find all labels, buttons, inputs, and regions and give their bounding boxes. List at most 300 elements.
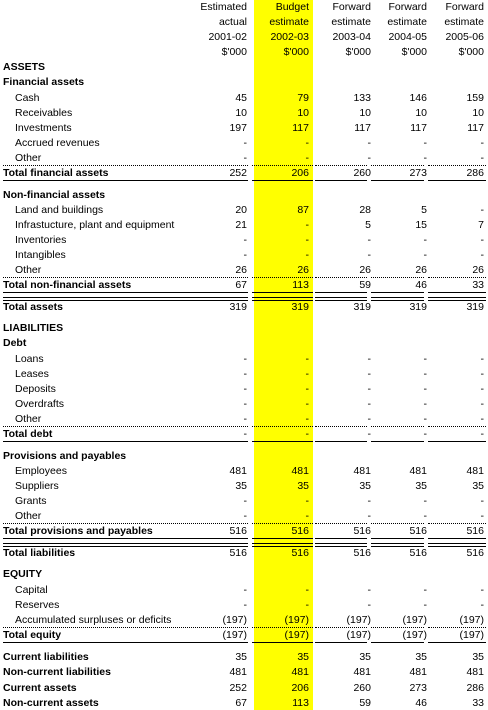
row-label: Other bbox=[15, 413, 42, 425]
value-cell: 35 bbox=[235, 480, 247, 492]
value-cell: - bbox=[480, 204, 484, 216]
value-cell: 206 bbox=[291, 682, 309, 694]
value-cell: - bbox=[367, 413, 371, 425]
value-cell: - bbox=[423, 368, 427, 380]
value-cell: 481 bbox=[466, 465, 484, 477]
row-label: Suppliers bbox=[15, 480, 59, 492]
value-cell: - bbox=[423, 413, 427, 425]
value-cell: 79 bbox=[297, 92, 309, 104]
row-rule bbox=[371, 297, 424, 301]
value-cell: 7 bbox=[478, 219, 484, 231]
value-cell: - bbox=[305, 234, 309, 246]
value-cell: 45 bbox=[235, 92, 247, 104]
value-cell: 10 bbox=[359, 107, 371, 119]
value-cell: - bbox=[480, 152, 484, 164]
row-rule bbox=[371, 642, 424, 643]
table-row bbox=[0, 233, 488, 247]
value-cell: - bbox=[243, 137, 247, 149]
table-row bbox=[0, 583, 488, 597]
value-cell: 252 bbox=[229, 167, 247, 179]
column-header-line: 2002-03 bbox=[270, 31, 309, 43]
value-cell: 516 bbox=[466, 525, 484, 537]
row-label: Current liabilities bbox=[3, 651, 89, 663]
table-row bbox=[0, 567, 488, 581]
value-cell: - bbox=[305, 428, 309, 440]
column-header-line: actual bbox=[218, 16, 247, 28]
value-cell: 15 bbox=[415, 219, 427, 231]
value-cell: - bbox=[423, 510, 427, 522]
value-cell: 481 bbox=[353, 465, 371, 477]
row-label: Leases bbox=[15, 368, 49, 380]
value-cell: - bbox=[480, 249, 484, 261]
row-label: Land and buildings bbox=[15, 204, 104, 216]
row-label: Other bbox=[15, 264, 42, 276]
value-cell: - bbox=[305, 398, 309, 410]
row-rule bbox=[252, 180, 313, 181]
value-cell: 260 bbox=[353, 167, 371, 179]
value-cell: - bbox=[367, 599, 371, 611]
value-cell: - bbox=[243, 413, 247, 425]
row-label: Loans bbox=[15, 353, 44, 365]
value-cell: 319 bbox=[353, 301, 371, 313]
value-cell: 59 bbox=[359, 279, 371, 291]
value-cell: - bbox=[243, 368, 247, 380]
value-cell: 33 bbox=[472, 697, 484, 709]
value-cell: - bbox=[305, 368, 309, 380]
value-cell: 481 bbox=[353, 666, 371, 678]
value-cell: 481 bbox=[229, 465, 247, 477]
value-cell: - bbox=[367, 368, 371, 380]
table-row bbox=[0, 494, 488, 508]
value-cell: 273 bbox=[409, 167, 427, 179]
value-cell: 5 bbox=[421, 204, 427, 216]
table-row bbox=[0, 91, 488, 105]
row-rule bbox=[252, 292, 313, 293]
row-rule bbox=[252, 543, 313, 547]
value-cell: 481 bbox=[291, 666, 309, 678]
row-rule bbox=[371, 543, 424, 547]
value-cell: 26 bbox=[359, 264, 371, 276]
row-rule bbox=[315, 441, 367, 442]
row-label: Intangibles bbox=[15, 249, 66, 261]
value-cell: 273 bbox=[409, 682, 427, 694]
column-header-line: estimate bbox=[444, 16, 484, 28]
value-cell: 319 bbox=[409, 301, 427, 313]
row-label: Total equity bbox=[3, 629, 62, 641]
value-cell: 28 bbox=[359, 204, 371, 216]
value-cell: 252 bbox=[229, 682, 247, 694]
table-row bbox=[0, 650, 488, 664]
table-row bbox=[0, 203, 488, 217]
column-header-line: Forward bbox=[388, 1, 427, 13]
value-cell: 117 bbox=[410, 122, 427, 134]
row-rule bbox=[252, 642, 313, 643]
value-cell: 33 bbox=[472, 279, 484, 291]
row-rule bbox=[315, 543, 367, 547]
value-cell: (197) bbox=[222, 629, 247, 641]
row-label: Provisions and payables bbox=[3, 450, 127, 462]
row-label: Financial assets bbox=[3, 76, 85, 88]
value-cell: 5 bbox=[365, 219, 371, 231]
value-cell: 67 bbox=[235, 697, 247, 709]
value-cell: - bbox=[367, 510, 371, 522]
row-rule bbox=[3, 292, 248, 293]
column-header bbox=[426, 0, 484, 60]
column-header-line: 2004-05 bbox=[388, 31, 427, 43]
table-row bbox=[0, 509, 488, 523]
value-cell: - bbox=[480, 413, 484, 425]
value-cell: - bbox=[423, 495, 427, 507]
row-rule bbox=[315, 180, 367, 181]
value-cell: - bbox=[480, 428, 484, 440]
value-cell: - bbox=[423, 234, 427, 246]
value-cell: - bbox=[367, 584, 371, 596]
row-rule bbox=[371, 292, 424, 293]
column-header-line: estimate bbox=[387, 16, 427, 28]
value-cell: 10 bbox=[297, 107, 309, 119]
row-label: Current assets bbox=[3, 682, 77, 694]
value-cell: - bbox=[243, 383, 247, 395]
table-row bbox=[0, 263, 488, 277]
row-label: Total financial assets bbox=[3, 167, 109, 179]
value-cell: - bbox=[423, 137, 427, 149]
value-cell: 286 bbox=[466, 167, 484, 179]
value-cell: - bbox=[480, 234, 484, 246]
row-label: ASSETS bbox=[3, 61, 46, 73]
value-cell: 26 bbox=[415, 264, 427, 276]
column-header-line: $'000 bbox=[283, 46, 309, 58]
row-label: Capital bbox=[15, 584, 48, 596]
value-cell: 319 bbox=[229, 301, 247, 313]
row-rule bbox=[252, 538, 313, 539]
value-cell: 113 bbox=[292, 279, 309, 291]
column-header bbox=[189, 0, 247, 60]
value-cell: 117 bbox=[467, 122, 484, 134]
column-header bbox=[369, 0, 427, 60]
value-cell: - bbox=[423, 353, 427, 365]
value-cell: 516 bbox=[229, 547, 247, 559]
row-rule bbox=[252, 441, 313, 442]
column-header-line: 2001-02 bbox=[208, 31, 247, 43]
value-cell: 146 bbox=[409, 92, 427, 104]
value-cell: - bbox=[423, 398, 427, 410]
value-cell: - bbox=[243, 495, 247, 507]
value-cell: 10 bbox=[235, 107, 247, 119]
table-row bbox=[0, 151, 488, 165]
value-cell: 516 bbox=[353, 547, 371, 559]
row-label: Total debt bbox=[3, 428, 53, 440]
row-label: Other bbox=[15, 510, 42, 522]
column-header-line: $'000 bbox=[401, 46, 427, 58]
table-row bbox=[0, 106, 488, 120]
table-row bbox=[0, 75, 488, 89]
value-cell: 516 bbox=[291, 547, 309, 559]
value-cell: - bbox=[367, 137, 371, 149]
value-cell: 481 bbox=[409, 465, 427, 477]
value-cell: 113 bbox=[292, 697, 309, 709]
row-label: LIABILITIES bbox=[3, 322, 64, 334]
column-header-line: $'000 bbox=[458, 46, 484, 58]
value-cell: - bbox=[367, 249, 371, 261]
value-cell: 516 bbox=[291, 525, 309, 537]
table-row bbox=[0, 60, 488, 74]
column-header-line: estimate bbox=[331, 16, 371, 28]
value-cell: (197) bbox=[402, 629, 427, 641]
value-cell: 26 bbox=[297, 264, 309, 276]
row-rule bbox=[371, 538, 424, 539]
table-row bbox=[0, 121, 488, 135]
table-row bbox=[0, 278, 488, 292]
value-cell: 197 bbox=[229, 122, 247, 134]
table-row bbox=[0, 336, 488, 350]
value-cell: - bbox=[480, 398, 484, 410]
value-cell: 516 bbox=[353, 525, 371, 537]
value-cell: - bbox=[367, 495, 371, 507]
value-cell: 481 bbox=[291, 465, 309, 477]
row-label: Non-current liabilities bbox=[3, 666, 111, 678]
value-cell: 206 bbox=[291, 167, 309, 179]
column-header-line: 2005-06 bbox=[445, 31, 484, 43]
value-cell: 117 bbox=[292, 122, 309, 134]
row-label: Overdrafts bbox=[15, 398, 65, 410]
row-label: Infrastucture, plant and equipment bbox=[15, 219, 175, 231]
value-cell: (197) bbox=[284, 629, 309, 641]
column-header bbox=[251, 0, 309, 60]
row-rule bbox=[3, 642, 248, 643]
value-cell: - bbox=[367, 383, 371, 395]
value-cell: - bbox=[243, 234, 247, 246]
row-rule bbox=[315, 297, 367, 301]
row-label: Total assets bbox=[3, 301, 63, 313]
row-label: EQUITY bbox=[3, 568, 43, 580]
value-cell: 35 bbox=[472, 480, 484, 492]
row-label: Non-current assets bbox=[3, 697, 99, 709]
value-cell: 117 bbox=[354, 122, 371, 134]
table-row bbox=[0, 464, 488, 478]
value-cell: 133 bbox=[353, 92, 371, 104]
row-label: Receivables bbox=[15, 107, 73, 119]
value-cell: - bbox=[367, 428, 371, 440]
table-row bbox=[0, 696, 488, 710]
row-label: Accumulated surpluses or deficits bbox=[15, 614, 172, 626]
value-cell: 10 bbox=[415, 107, 427, 119]
table-row bbox=[0, 397, 488, 411]
value-cell: 481 bbox=[409, 666, 427, 678]
value-cell: - bbox=[423, 584, 427, 596]
row-rule bbox=[3, 441, 248, 442]
value-cell: 35 bbox=[359, 480, 371, 492]
row-rule bbox=[3, 180, 248, 181]
row-label: Total provisions and payables bbox=[3, 525, 153, 537]
value-cell: - bbox=[305, 510, 309, 522]
row-rule bbox=[315, 642, 367, 643]
row-label: Accrued revenues bbox=[15, 137, 100, 149]
row-label: Non-financial assets bbox=[3, 189, 106, 201]
table-row bbox=[0, 479, 488, 493]
value-cell: (197) bbox=[459, 629, 484, 641]
row-rule bbox=[3, 297, 248, 301]
value-cell: 481 bbox=[229, 666, 247, 678]
value-cell: - bbox=[480, 383, 484, 395]
value-cell: 35 bbox=[297, 480, 309, 492]
value-cell: 26 bbox=[472, 264, 484, 276]
column-header-line: 2003-04 bbox=[332, 31, 371, 43]
table-row bbox=[0, 427, 488, 441]
table-row bbox=[0, 382, 488, 396]
value-cell: 286 bbox=[466, 682, 484, 694]
value-cell: - bbox=[243, 398, 247, 410]
value-cell: - bbox=[305, 353, 309, 365]
row-label: Total non-financial assets bbox=[3, 279, 132, 291]
value-cell: 35 bbox=[235, 651, 247, 663]
table-row bbox=[0, 188, 488, 202]
value-cell: - bbox=[480, 584, 484, 596]
row-rule bbox=[428, 642, 486, 643]
value-cell: - bbox=[243, 353, 247, 365]
column-header-line: $'000 bbox=[221, 46, 247, 58]
row-rule bbox=[3, 538, 248, 539]
value-cell: - bbox=[423, 249, 427, 261]
column-header-line: Budget bbox=[275, 1, 309, 13]
row-rule bbox=[428, 292, 486, 293]
table-row bbox=[0, 524, 488, 538]
row-rule bbox=[371, 180, 424, 181]
row-label: Reserves bbox=[15, 599, 60, 611]
row-label: Investments bbox=[15, 122, 72, 134]
table-row bbox=[0, 218, 488, 232]
table-row bbox=[0, 412, 488, 426]
value-cell: 35 bbox=[415, 651, 427, 663]
column-header bbox=[313, 0, 371, 60]
value-cell: 35 bbox=[297, 651, 309, 663]
value-cell: - bbox=[243, 510, 247, 522]
value-cell: 260 bbox=[353, 682, 371, 694]
value-cell: - bbox=[305, 599, 309, 611]
value-cell: (197) bbox=[346, 614, 371, 626]
row-rule bbox=[3, 543, 248, 547]
value-cell: - bbox=[243, 152, 247, 164]
row-label: Deposits bbox=[15, 383, 56, 395]
row-label: Total liabilities bbox=[3, 547, 76, 559]
value-cell: - bbox=[423, 383, 427, 395]
value-cell: 87 bbox=[297, 204, 309, 216]
value-cell: 159 bbox=[466, 92, 484, 104]
row-rule bbox=[428, 538, 486, 539]
value-cell: (197) bbox=[346, 629, 371, 641]
table-row bbox=[0, 665, 488, 679]
table-row bbox=[0, 367, 488, 381]
value-cell: 21 bbox=[235, 219, 247, 231]
value-cell: - bbox=[243, 584, 247, 596]
table-row bbox=[0, 598, 488, 612]
value-cell: - bbox=[243, 249, 247, 261]
value-cell: - bbox=[243, 428, 247, 440]
table-row bbox=[0, 352, 488, 366]
table-row bbox=[0, 300, 488, 314]
value-cell: 35 bbox=[472, 651, 484, 663]
value-cell: 481 bbox=[466, 666, 484, 678]
value-cell: 516 bbox=[409, 525, 427, 537]
row-rule bbox=[428, 543, 486, 547]
table-row bbox=[0, 546, 488, 560]
row-rule bbox=[428, 180, 486, 181]
value-cell: - bbox=[480, 353, 484, 365]
column-header-line: estimate bbox=[269, 16, 309, 28]
value-cell: - bbox=[243, 599, 247, 611]
column-header-line: Estimated bbox=[200, 1, 247, 13]
value-cell: 35 bbox=[359, 651, 371, 663]
value-cell: - bbox=[480, 599, 484, 611]
row-rule bbox=[428, 297, 486, 301]
value-cell: - bbox=[305, 495, 309, 507]
table-row bbox=[0, 248, 488, 262]
value-cell: 319 bbox=[291, 301, 309, 313]
row-rule bbox=[315, 538, 367, 539]
column-header-line: $'000 bbox=[345, 46, 371, 58]
table-row bbox=[0, 681, 488, 695]
row-label: Cash bbox=[15, 92, 40, 104]
value-cell: - bbox=[367, 234, 371, 246]
value-cell: 20 bbox=[235, 204, 247, 216]
value-cell: 46 bbox=[415, 279, 427, 291]
value-cell: 516 bbox=[466, 547, 484, 559]
row-label: Grants bbox=[15, 495, 47, 507]
row-label: Employees bbox=[15, 465, 67, 477]
value-cell: 516 bbox=[409, 547, 427, 559]
column-header-line: Forward bbox=[332, 1, 371, 13]
value-cell: (197) bbox=[459, 614, 484, 626]
value-cell: 319 bbox=[466, 301, 484, 313]
table-row bbox=[0, 449, 488, 463]
value-cell: - bbox=[423, 152, 427, 164]
row-rule bbox=[428, 441, 486, 442]
value-cell: - bbox=[423, 599, 427, 611]
table-row bbox=[0, 613, 488, 627]
value-cell: 59 bbox=[359, 697, 371, 709]
value-cell: - bbox=[305, 137, 309, 149]
value-cell: - bbox=[305, 249, 309, 261]
value-cell: - bbox=[480, 368, 484, 380]
value-cell: - bbox=[423, 428, 427, 440]
value-cell: - bbox=[480, 137, 484, 149]
value-cell: - bbox=[480, 510, 484, 522]
value-cell: - bbox=[480, 495, 484, 507]
row-rule bbox=[252, 297, 313, 301]
value-cell: (197) bbox=[222, 614, 247, 626]
row-rule bbox=[315, 292, 367, 293]
value-cell: 26 bbox=[235, 264, 247, 276]
row-label: Other bbox=[15, 152, 42, 164]
value-cell: 46 bbox=[415, 697, 427, 709]
row-label: Debt bbox=[3, 337, 27, 349]
row-rule bbox=[371, 441, 424, 442]
value-cell: - bbox=[305, 383, 309, 395]
value-cell: (197) bbox=[402, 614, 427, 626]
value-cell: 67 bbox=[235, 279, 247, 291]
value-cell: - bbox=[305, 413, 309, 425]
value-cell: - bbox=[305, 219, 309, 231]
row-label: Inventories bbox=[15, 234, 67, 246]
column-header-line: Forward bbox=[445, 1, 484, 13]
value-cell: 516 bbox=[229, 525, 247, 537]
value-cell: - bbox=[305, 152, 309, 164]
table-row bbox=[0, 166, 488, 180]
table-row bbox=[0, 321, 488, 335]
value-cell: - bbox=[305, 584, 309, 596]
value-cell: (197) bbox=[284, 614, 309, 626]
value-cell: 10 bbox=[472, 107, 484, 119]
table-row bbox=[0, 628, 488, 642]
